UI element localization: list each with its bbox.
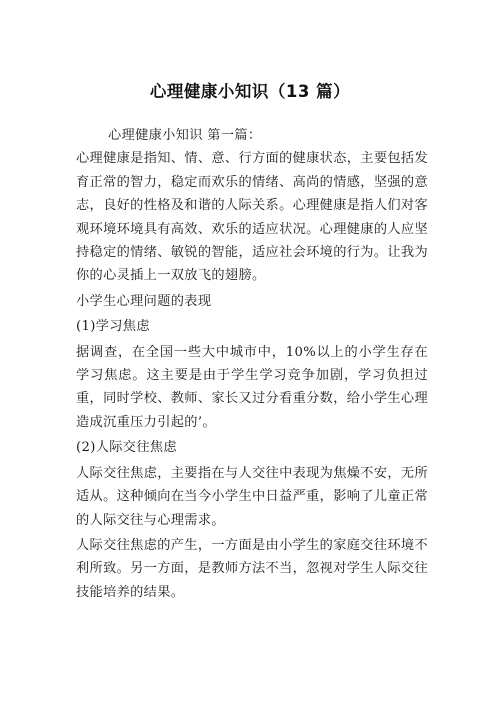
document-title: 心理健康小知识（13 篇） xyxy=(149,82,351,101)
subheading-study-anxiety: (1)学习焦虑 xyxy=(76,319,150,335)
section-heading-first: 心理健康小知识 第一篇： xyxy=(108,128,262,143)
paragraph-social-anxiety-causes: 人际交往焦虑的产生，一方面是由小学生的家庭交往环境不利所致。另一方面，是教师方法不当，忽视对学生人际交往技能培养的结果。 xyxy=(76,537,428,600)
subheading-problems: 小学生心理问题的表现 xyxy=(76,293,212,309)
subheading-social-anxiety: (2)人际交往焦虑 xyxy=(76,440,177,456)
paragraph-definition: 心理健康是指知、情、意、行方面的健康状态，主要包括发育正常的智力，稳定而欢乐的情绪、高尚的情感，坚强的意志，良好的性格及和谐的人际关系。心理健康是指人们对客观环境环境具有高效、欢乐的适应状况。心理健康的人应坚持稳定的情绪、敏锐的智能，适应社会环境的行为。让我为你的心灵插上一双放飞的翅膀。 xyxy=(76,151,428,284)
document-body xyxy=(76,124,428,604)
paragraph-study-anxiety: 据调查，在全国一些大中城市中，10%以上的小学生存在学习焦虑。这主要是由于学生学习竞争加剧，学习负担过重，同时学校、教师、家长又过分看重分数，给小学生心理造成沉重压力引起的’。 xyxy=(76,344,428,430)
paragraph-social-anxiety: 人际交往焦虑，主要指在与人交往中表现为焦燥不安，无所适从。这种倾向在当今小学生中日益严重，影响了儿童正常的人际交往与心理需求。 xyxy=(76,465,428,528)
